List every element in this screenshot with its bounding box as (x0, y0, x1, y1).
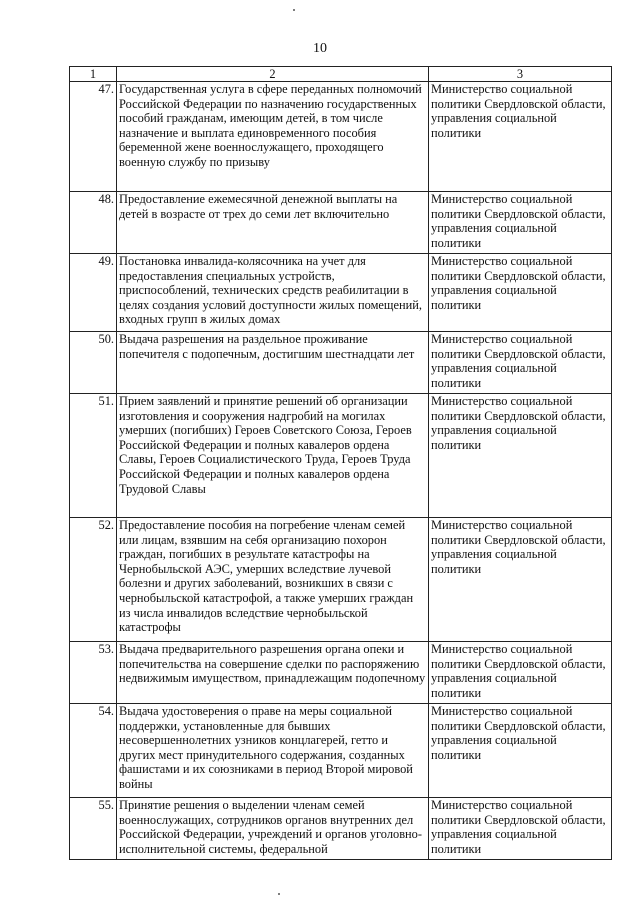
header-col-service: 2 (117, 67, 429, 82)
row-number: 51. (70, 394, 117, 518)
header-col-organization: 3 (429, 67, 612, 82)
scan-speck (293, 9, 295, 11)
table-row (70, 192, 612, 254)
service-name: Принятие решения о выделении членам семей военнослужащих, сотрудников органов внутренних дел Российской Федерации, учреждений и органов уголовно-исполнительной системы, федеральной (117, 798, 429, 860)
responsible-organization: Министерство социальной политики Свердловской области, управления социальной политики (429, 394, 612, 518)
service-name: Предоставление пособия на погребение членам семей или лицам, взявшим на себя организацию похорон граждан, погибших в результате катастрофы на Чернобыльской АЭС, умерших вследствие лучевой болезни и других заболеваний, возникших в связи с чернобыльской катастрофой, а также умерших граждан из числа инвалидов вследствие чернобыльской катастрофы (117, 518, 429, 642)
service-name: Прием заявлений и принятие решений об организации изготовления и сооружения надгробий на могилах умерших (погибших) Героев Советского Союза, Героев Российской Федерации и полных кавалеров ордена Славы, Героев Социалистического Труда, Героев Труда Российской Федерации и полных кавалеров ордена Трудовой Славы (117, 394, 429, 518)
responsible-organization: Министерство социальной политики Свердловской области, управления социальной политики (429, 332, 612, 394)
service-name: Государственная услуга в сфере переданных полномочий Российской Федерации по назначению государственных пособий гражданам, имеющим детей, в том числе назначение и выплата единовременного пособия беременной жене военнослужащего, проходящего военную службу по призыву (117, 82, 429, 192)
responsible-organization: Министерство социальной политики Свердловской области, управления социальной политики (429, 254, 612, 332)
table-row (70, 798, 612, 860)
service-name: Предоставление ежемесячной денежной выплаты на детей в возрасте от трех до семи лет включительно (117, 192, 429, 254)
row-number: 48. (70, 192, 117, 254)
service-name: Выдача предварительного разрешения органа опеки и попечительства на совершение сделки по распоряжению недвижимым имуществом, принадлежащим подопечному (117, 642, 429, 704)
responsible-organization: Министерство социальной политики Свердловской области, управления социальной политики (429, 798, 612, 860)
page-number: 10 (313, 41, 327, 56)
services-table (69, 66, 612, 860)
service-name: Постановка инвалида-колясочника на учет для предоставления специальных устройств, приспособлений, технических средств реабилитации в целях создания условий доступности жилых помещений, входных групп в жилых домах (117, 254, 429, 332)
scan-speck (278, 893, 280, 895)
responsible-organization: Министерство социальной политики Свердловской области, управления социальной политики (429, 82, 612, 192)
table-row (70, 518, 612, 642)
responsible-organization: Министерство социальной политики Свердловской области, управления социальной политики (429, 518, 612, 642)
service-name: Выдача удостоверения о праве на меры социальной поддержки, установленные для бывших несовершеннолетних узников концлагерей, гетто и других мест принудительного содержания, созданных фашистами и их союзниками в период Второй мировой войны (117, 704, 429, 798)
table-row (70, 254, 612, 332)
row-number: 52. (70, 518, 117, 642)
row-number: 53. (70, 642, 117, 704)
table-row (70, 642, 612, 704)
header-row (70, 67, 612, 82)
responsible-organization: Министерство социальной политики Свердловской области, управления социальной политики (429, 642, 612, 704)
table-row (70, 394, 612, 518)
service-name: Выдача разрешения на раздельное проживание попечителя с подопечным, достигшим шестнадцати лет (117, 332, 429, 394)
table-row (70, 82, 612, 192)
responsible-organization: Министерство социальной политики Свердловской области, управления социальной политики (429, 192, 612, 254)
row-number: 47. (70, 82, 117, 192)
row-number: 49. (70, 254, 117, 332)
table-row (70, 332, 612, 394)
row-number: 55. (70, 798, 117, 860)
row-number: 54. (70, 704, 117, 798)
header-col-number: 1 (70, 67, 117, 82)
responsible-organization: Министерство социальной политики Свердловской области, управления социальной политики (429, 704, 612, 798)
table-row (70, 704, 612, 798)
row-number: 50. (70, 332, 117, 394)
